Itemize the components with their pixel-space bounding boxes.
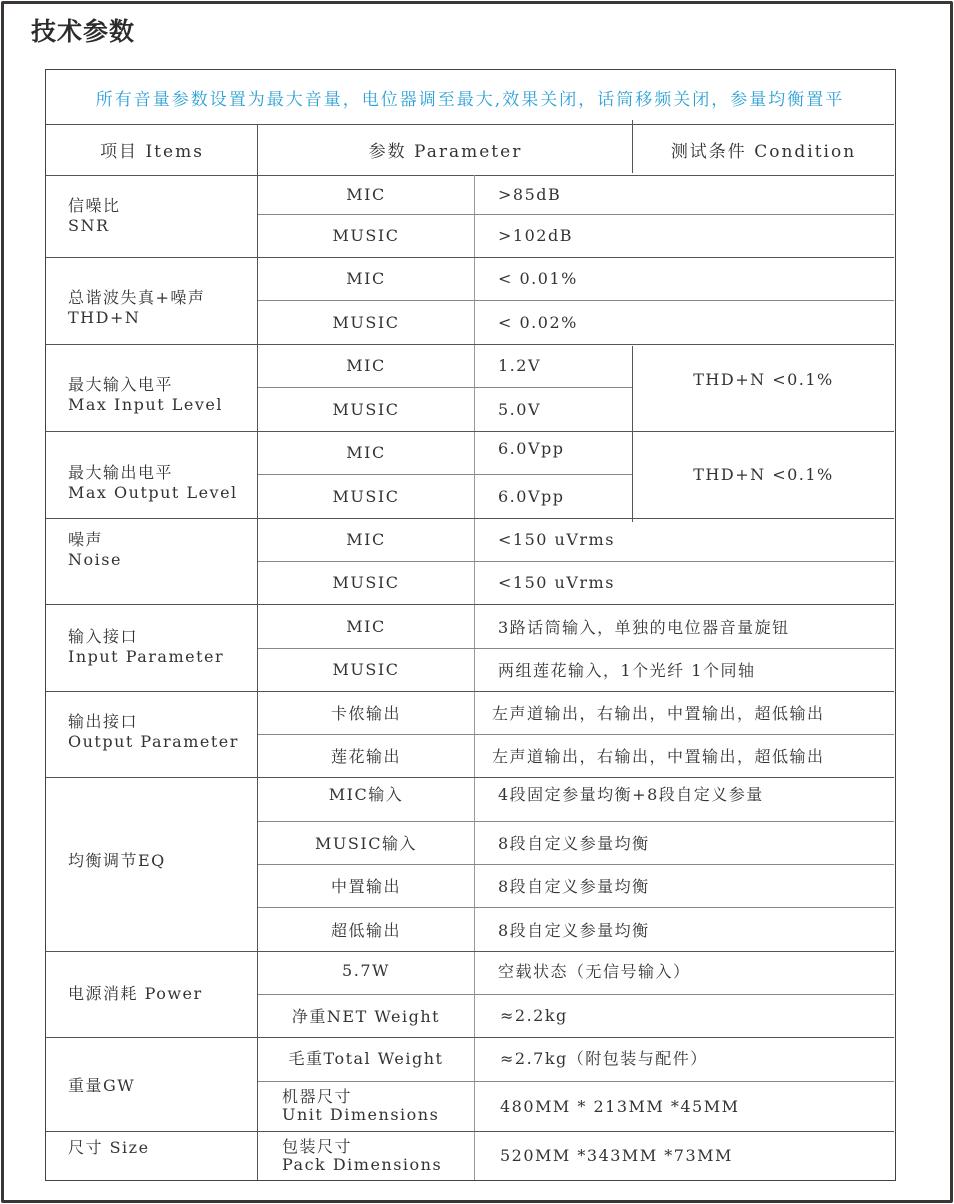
param-value: 4段固定参量均衡+8段自定义参量 xyxy=(498,784,764,804)
param-value: 5.0V xyxy=(498,399,541,419)
param-value: 8段自定义参量均衡 xyxy=(498,834,650,853)
param-label: MIC xyxy=(346,356,386,375)
param-label xyxy=(282,1081,472,1131)
param-value: <150 uVrms xyxy=(498,573,615,592)
param-label: MUSIC xyxy=(332,486,400,506)
header-condition: 测试条件 Condition xyxy=(670,142,857,162)
param-label: MIC输入 xyxy=(328,784,404,804)
param-label-cn: 机器尺寸 xyxy=(282,1087,353,1106)
item-eq: 均衡调节EQ xyxy=(68,850,166,870)
param-label: MIC xyxy=(346,616,386,636)
param-label: MUSIC xyxy=(332,573,400,592)
param-value: 520MM *343MM *73MM xyxy=(500,1146,733,1165)
param-value: 1.2V xyxy=(498,356,541,375)
param-value: 480MM * 213MM *45MM xyxy=(500,1096,740,1116)
param-value: <150 uVrms xyxy=(498,530,615,549)
param-value: 左声道输出，右输出，中置输出，超低输出 xyxy=(492,747,825,766)
item-power: 电源消耗 Power xyxy=(68,983,203,1003)
divider xyxy=(474,175,475,1180)
item-cn: 最大输入电平 xyxy=(68,374,174,394)
item-max-input-level xyxy=(68,344,253,431)
param-label: MUSIC xyxy=(332,660,400,679)
param-label xyxy=(282,1131,472,1180)
param-label-cn: 包装尺寸 xyxy=(282,1136,353,1156)
param-label: 净重NET Weight xyxy=(291,1007,441,1026)
param-value: >102dB xyxy=(498,226,573,245)
param-value: 6.0Vpp xyxy=(498,439,565,458)
item-size: 尺寸 Size xyxy=(68,1137,150,1157)
item-en: Noise xyxy=(68,550,122,569)
param-value: 8段自定义参量均衡 xyxy=(498,877,650,896)
param-label: MIC xyxy=(346,443,386,462)
param-label: MUSIC xyxy=(332,226,400,245)
item-en: Input Parameter xyxy=(68,646,225,666)
item-cn: 总谐波失真+噪声 xyxy=(68,287,206,307)
item-en: Output Parameter xyxy=(68,732,239,751)
param-value: 8段自定义参量均衡 xyxy=(498,920,650,940)
item-input-parameter xyxy=(68,604,258,691)
param-label: MUSIC输入 xyxy=(315,834,417,853)
item-cn: 最大输出电平 xyxy=(68,462,174,482)
param-value: 空载状态（无信号输入） xyxy=(498,962,691,981)
param-value: < 0.01% xyxy=(498,269,578,288)
param-label: MIC xyxy=(346,530,386,549)
item-en: Max Output Level xyxy=(68,482,238,502)
item-noise xyxy=(68,518,253,604)
param-value: >85dB xyxy=(498,185,562,204)
param-label: 毛重Total Weight xyxy=(288,1048,444,1068)
param-label: 卡侬输出 xyxy=(330,704,401,723)
note-text: 所有音量参数设置为最大音量，电位器调至最大,效果关闭，话筒移频关闭，参量均衡置平 xyxy=(95,89,845,110)
item-cn: 输入接口 xyxy=(68,626,139,646)
item-thdn xyxy=(68,257,253,344)
condition-value: THD+N <0.1% xyxy=(693,465,834,484)
param-label: MUSIC xyxy=(332,399,400,419)
param-value: ≈2.7kg（附包装与配件） xyxy=(500,1048,708,1068)
header-parameter: 参数 Parameter xyxy=(368,142,523,162)
param-value: 两组莲花输入，1个光纤 1个同轴 xyxy=(498,661,756,680)
param-label: 超低输出 xyxy=(330,920,401,940)
param-value: < 0.02% xyxy=(498,312,578,332)
item-en: THD+N xyxy=(68,307,141,327)
param-label: MIC xyxy=(346,185,386,204)
param-value: ≈2.2kg xyxy=(500,1006,568,1025)
param-value: 左声道输出，右输出，中置输出，超低输出 xyxy=(492,704,825,723)
item-cn: 信噪比 xyxy=(68,196,121,215)
condition-value: THD+N <0.1% xyxy=(693,370,834,389)
param-value: 3路话筒输入，单独的电位器音量旋钮 xyxy=(498,617,790,637)
param-label: MIC xyxy=(346,269,386,288)
spec-table xyxy=(45,69,896,1181)
param-label: 中置输出 xyxy=(330,877,401,896)
param-label-en: Unit Dimensions xyxy=(282,1105,440,1124)
divider xyxy=(632,120,633,173)
item-en: SNR xyxy=(68,216,110,235)
header-items: 项目 Items xyxy=(100,142,204,162)
param-label: 莲花输出 xyxy=(330,747,401,766)
param-label-en: Pack Dimensions xyxy=(282,1154,443,1174)
item-max-output-level xyxy=(68,431,258,518)
page-title: 技术参数 xyxy=(31,17,136,46)
item-gw: 重量GW xyxy=(68,1075,136,1095)
item-cn: 输出接口 xyxy=(68,712,139,731)
item-snr xyxy=(68,175,253,257)
item-en: Max Input Level xyxy=(68,394,223,414)
param-value: 6.0Vpp xyxy=(498,486,565,506)
param-label: MUSIC xyxy=(332,312,400,332)
item-cn: 噪声 xyxy=(68,530,104,549)
param-label: 5.7W xyxy=(342,961,390,980)
item-output-parameter xyxy=(68,691,258,777)
